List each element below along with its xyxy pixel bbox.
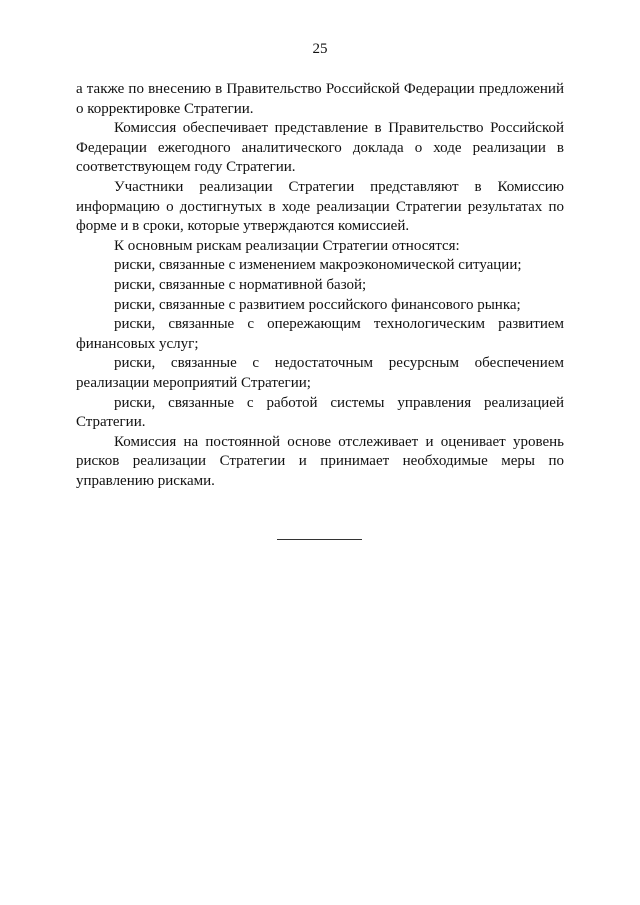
- risk-item-regulatory: риски, связанные с нормативной базой;: [114, 276, 367, 293]
- risk-item-management: риски, связанные с работой системы управления реализацией Стратегии.: [76, 394, 564, 431]
- risk-item-macroeconomic: риски, связанные с изменением макроэкономической ситуации;: [114, 257, 522, 274]
- risk-item-resources: риски, связанные с недостаточным ресурсным обеспечением реализации мероприятий Стратегии;: [76, 355, 564, 391]
- page-number: 25: [312, 41, 328, 57]
- risk-item-technological: риски, связанные с опережающим технологическим развитием финансовых услуг;: [76, 316, 564, 352]
- risk-item-financial-market: риски, связанные с развитием российского финансового рынка;: [114, 296, 521, 313]
- end-divider-line: [277, 539, 362, 540]
- paragraph-participants-info: Участники реализации Стратегии представляют в Комиссию информацию о достигнутых в ходе реализации Стратегии результатах по форме и в сроки, которые утверждаются комиссией.: [76, 178, 564, 235]
- paragraph-continuation: а также по внесению в Правительство Российской Федерации предложений о корректировке Стратегии.: [76, 81, 564, 117]
- paragraph-annual-report: Комиссия обеспечивает представление в Правительство Российской Федерации ежегодного аналитического доклада о ходе реализации в соответствующем году Стратегии.: [76, 120, 564, 176]
- document-body: [76, 80, 564, 491]
- paragraph-risk-monitoring: Комиссия на постоянной основе отслеживает и оценивает уровень рисков реализации Стратегии и принимает необходимые меры по управлению рисками.: [76, 433, 564, 489]
- paragraph-risks-intro: К основным рискам реализации Стратегии относятся:: [114, 237, 460, 254]
